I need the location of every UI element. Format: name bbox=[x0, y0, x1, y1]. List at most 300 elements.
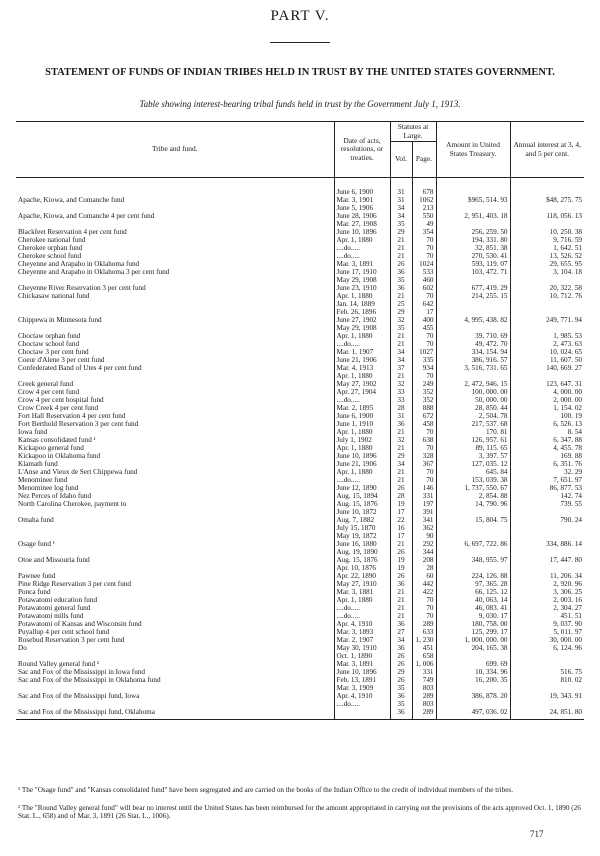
cell-date: Mar. 4, 1913 bbox=[334, 364, 390, 372]
cell-amount: 214, 255. 15 bbox=[436, 292, 510, 300]
table-row bbox=[16, 476, 584, 484]
cell-date: ....do..... bbox=[334, 396, 390, 404]
cell-date: Apr. 1, 1880 bbox=[334, 444, 390, 452]
table-row bbox=[16, 252, 584, 260]
cell-interest: 5, 011. 97 bbox=[510, 628, 584, 636]
cell-page: 1, 006 bbox=[412, 660, 436, 668]
cell-date: Mar. 3, 1893 bbox=[334, 628, 390, 636]
cell-name: Pine Ridge Reservation 3 per cent fund bbox=[18, 580, 131, 588]
cell-name: Puyallup 4 per cent school fund bbox=[18, 628, 110, 636]
cell-interest bbox=[510, 548, 584, 556]
table-row bbox=[16, 308, 584, 316]
cell-page: 803 bbox=[412, 684, 436, 692]
cell-amount: 46, 083. 41 bbox=[436, 604, 510, 612]
cell-page: 146 bbox=[412, 484, 436, 492]
cell-amount bbox=[436, 220, 510, 228]
cell-vol: 25 bbox=[390, 300, 412, 308]
cell-name: Crow 4 per cent fund bbox=[18, 388, 80, 396]
table-row bbox=[16, 676, 584, 684]
table-row bbox=[16, 596, 584, 604]
cell-vol: 21 bbox=[390, 540, 412, 548]
page-number: 717 bbox=[530, 829, 544, 839]
cell-interest bbox=[510, 564, 584, 572]
cell-interest: 142. 74 bbox=[510, 492, 584, 500]
cell-vol: 29 bbox=[390, 308, 412, 316]
table-row bbox=[16, 500, 584, 508]
cell-amount: 386, 878. 20 bbox=[436, 692, 510, 700]
cell-name: Cherokee orphan fund bbox=[18, 244, 83, 252]
cell-date: June 10, 1872 bbox=[334, 508, 390, 516]
cell-page: 749 bbox=[412, 676, 436, 684]
cell-name: Ponca fund bbox=[18, 588, 51, 596]
cell-name bbox=[16, 548, 334, 556]
table-row bbox=[16, 652, 584, 660]
cell-interest: 451. 51 bbox=[510, 612, 584, 620]
cell-vol: 35 bbox=[390, 684, 412, 692]
cell-amount: 194, 331. 80 bbox=[436, 236, 510, 244]
table-row bbox=[16, 268, 584, 276]
cell-interest: 739. 55 bbox=[510, 500, 584, 508]
table-row bbox=[16, 636, 584, 644]
cell-name bbox=[16, 532, 334, 540]
cell-amount: 1, 000, 000. 00 bbox=[436, 636, 510, 644]
cell-vol: 26 bbox=[390, 548, 412, 556]
cell-amount: 645. 84 bbox=[436, 468, 510, 476]
funds-table bbox=[16, 121, 584, 720]
cell-page: 289 bbox=[412, 692, 436, 700]
cell-interest: 4, 000. 00 bbox=[510, 388, 584, 396]
cell-interest: 249, 771. 94 bbox=[510, 316, 584, 324]
cell-interest: 17, 447. 80 bbox=[510, 556, 584, 564]
table-row bbox=[16, 396, 584, 404]
cell-page: 455 bbox=[412, 324, 436, 332]
cell-page: 70 bbox=[412, 332, 436, 340]
col-header-amount: Amount in United States Treasury. bbox=[436, 122, 510, 178]
cell-amount bbox=[436, 276, 510, 284]
cell-page: 642 bbox=[412, 300, 436, 308]
cell-date: ....do..... bbox=[334, 700, 390, 708]
cell-name bbox=[16, 204, 334, 212]
cell-name: Blackfeet Reservation 4 per cent fund bbox=[18, 228, 127, 236]
cell-interest: 9, 716. 59 bbox=[510, 236, 584, 244]
cell-date: Mar. 2, 1907 bbox=[334, 636, 390, 644]
cell-interest: 6, 526. 13 bbox=[510, 420, 584, 428]
table-row bbox=[16, 220, 584, 228]
cell-interest: 123, 647. 31 bbox=[510, 380, 584, 388]
table-row bbox=[16, 516, 584, 524]
table-row bbox=[16, 364, 584, 372]
cell-date: Mar. 27, 1908 bbox=[334, 220, 390, 228]
cell-vol: 33 bbox=[390, 396, 412, 404]
cell-interest: 86, 877. 53 bbox=[510, 484, 584, 492]
cell-interest: 7, 651. 97 bbox=[510, 476, 584, 484]
cell-page: 602 bbox=[412, 284, 436, 292]
cell-interest: 13, 526. 52 bbox=[510, 252, 584, 260]
cell-date: Apr. 4, 1910 bbox=[334, 620, 390, 628]
cell-date: ....do..... bbox=[334, 340, 390, 348]
cell-name: Kickapoo in Oklahoma fund bbox=[18, 452, 101, 460]
cell-name bbox=[16, 564, 334, 572]
cell-name bbox=[16, 276, 334, 284]
cell-vol: 34 bbox=[390, 460, 412, 468]
cell-vol: 22 bbox=[390, 516, 412, 524]
cell-date: July 1, 1902 bbox=[334, 436, 390, 444]
cell-name: Crow Creek 4 per cent fund bbox=[18, 404, 99, 412]
cell-name: Cherokee national fund bbox=[18, 236, 86, 244]
cell-date: Feb. 26, 1896 bbox=[334, 308, 390, 316]
cell-vol: 26 bbox=[390, 260, 412, 268]
cell-amount: 593, 119. 07 bbox=[436, 260, 510, 268]
footnote-1: ¹ The "Osage fund" and "Kansas consolidated fund" have been segregated and are carried on the books of the Indian Office to the credit of individual members of the tribes. bbox=[18, 786, 514, 794]
cell-page: 352 bbox=[412, 388, 436, 396]
cell-vol: 19 bbox=[390, 556, 412, 564]
cell-name: Potawatomi mills fund bbox=[18, 612, 84, 620]
cell-vol: 29 bbox=[390, 228, 412, 236]
cell-interest bbox=[510, 178, 584, 197]
cell-amount: 2, 472, 946. 15 bbox=[436, 380, 510, 388]
cell-amount: 2, 854. 88 bbox=[436, 492, 510, 500]
cell-interest: 2, 003. 16 bbox=[510, 596, 584, 604]
cell-date: June 10, 1896 bbox=[334, 668, 390, 676]
cell-amount: 66, 125. 12 bbox=[436, 588, 510, 596]
heading-rule bbox=[270, 42, 330, 43]
cell-date: Apr. 4, 1910 bbox=[334, 692, 390, 700]
cell-name: Rosebud Reservation 3 per cent fund bbox=[18, 636, 125, 644]
cell-name: Coeur d'Alene 3 per cent fund bbox=[18, 356, 105, 364]
table-row bbox=[16, 420, 584, 428]
table-row bbox=[16, 316, 584, 324]
cell-amount: 4, 995, 438. 82 bbox=[436, 316, 510, 324]
cell-vol: 21 bbox=[390, 604, 412, 612]
cell-date: Mar. 3, 1881 bbox=[334, 588, 390, 596]
cell-date: May 27, 1902 bbox=[334, 380, 390, 388]
cell-vol: 29 bbox=[390, 452, 412, 460]
cell-page: 400 bbox=[412, 316, 436, 324]
cell-date: June 1, 1910 bbox=[334, 420, 390, 428]
cell-date: Feb. 13, 1891 bbox=[334, 676, 390, 684]
cell-name: North Carolina Cherokee, payment to bbox=[18, 500, 127, 508]
cell-interest: 100. 19 bbox=[510, 412, 584, 420]
table-row bbox=[16, 356, 584, 364]
cell-interest: 2, 304. 27 bbox=[510, 604, 584, 612]
table-row bbox=[16, 532, 584, 540]
cell-interest: 32. 29 bbox=[510, 468, 584, 476]
cell-date: June 10, 1896 bbox=[334, 228, 390, 236]
table-row bbox=[16, 452, 584, 460]
cell-name: Pawnee fund bbox=[18, 572, 56, 580]
cell-vol: 32 bbox=[390, 380, 412, 388]
cell-interest bbox=[510, 532, 584, 540]
table-row bbox=[16, 628, 584, 636]
cell-date: Mar. 2, 1895 bbox=[334, 404, 390, 412]
cell-amount: 103, 472. 71 bbox=[436, 268, 510, 276]
cell-interest bbox=[510, 700, 584, 708]
cell-name: Otoe and Missouria fund bbox=[18, 556, 90, 564]
cell-vol: 19 bbox=[390, 500, 412, 508]
cell-name: Do bbox=[18, 644, 27, 652]
cell-page: 1027 bbox=[412, 348, 436, 356]
cell-amount bbox=[436, 300, 510, 308]
cell-name bbox=[16, 324, 334, 332]
cell-name: Menominee log fund bbox=[18, 484, 79, 492]
cell-page: 460 bbox=[412, 276, 436, 284]
table-row bbox=[16, 444, 584, 452]
cell-name bbox=[16, 372, 334, 380]
cell-name: Nez Perces of Idaho fund bbox=[18, 492, 92, 500]
cell-amount: 699. 69 bbox=[436, 660, 510, 668]
cell-vol: 21 bbox=[390, 468, 412, 476]
cell-page: 458 bbox=[412, 420, 436, 428]
cell-amount: 125, 299. 17 bbox=[436, 628, 510, 636]
table-row bbox=[16, 556, 584, 564]
cell-date: May 27, 1910 bbox=[334, 580, 390, 588]
cell-name bbox=[16, 308, 334, 316]
table-subtitle: Table showing interest-bearing tribal funds held in trust by the Government July 1, 1913. bbox=[139, 99, 461, 109]
cell-date: Aug. 19, 1890 bbox=[334, 548, 390, 556]
cell-name bbox=[16, 508, 334, 516]
cell-amount bbox=[436, 524, 510, 532]
table-row bbox=[16, 692, 584, 700]
cell-date: June 21, 1906 bbox=[334, 460, 390, 468]
cell-page: 70 bbox=[412, 604, 436, 612]
cell-amount: 100, 000. 00 bbox=[436, 388, 510, 396]
table-row bbox=[16, 508, 584, 516]
cell-amount: 677, 419. 29 bbox=[436, 284, 510, 292]
cell-amount: 386, 916. 57 bbox=[436, 356, 510, 364]
cell-date: Mar. 3, 1909 bbox=[334, 684, 390, 692]
col-header-date: Date of acts, resolutions, or treaties. bbox=[334, 122, 390, 178]
cell-page: 331 bbox=[412, 492, 436, 500]
cell-page: 328 bbox=[412, 452, 436, 460]
table-row bbox=[16, 540, 584, 548]
cell-name: Fort Berthold Reservation 3 per cent fund bbox=[18, 420, 139, 428]
cell-interest: 6, 124. 96 bbox=[510, 644, 584, 652]
cell-amount: 32, 851. 38 bbox=[436, 244, 510, 252]
cell-date: ....do..... bbox=[334, 604, 390, 612]
cell-date: June 10, 1896 bbox=[334, 452, 390, 460]
cell-page: 344 bbox=[412, 548, 436, 556]
cell-date: Mar. 1, 1907 bbox=[334, 348, 390, 356]
cell-interest: 118, 056. 13 bbox=[510, 212, 584, 220]
cell-interest: 10, 250. 38 bbox=[510, 228, 584, 236]
table-row bbox=[16, 212, 584, 220]
cell-amount: 9, 030. 17 bbox=[436, 612, 510, 620]
cell-vol: 28 bbox=[390, 404, 412, 412]
col-header-page: Page. bbox=[412, 142, 436, 178]
table-row bbox=[16, 204, 584, 212]
cell-amount: 28, 850. 44 bbox=[436, 404, 510, 412]
cell-page: 70 bbox=[412, 244, 436, 252]
cell-interest bbox=[510, 652, 584, 660]
cell-vol: 26 bbox=[390, 484, 412, 492]
cell-name: Sac and Fox of the Mississippi fund, Iowa bbox=[18, 692, 140, 700]
cell-date: Mar. 3, 1891 bbox=[334, 660, 390, 668]
cell-vol: 21 bbox=[390, 428, 412, 436]
cell-vol: 17 bbox=[390, 532, 412, 540]
cell-name bbox=[16, 178, 334, 197]
table-row bbox=[16, 588, 584, 596]
cell-interest bbox=[510, 508, 584, 516]
cell-interest bbox=[510, 204, 584, 212]
cell-amount bbox=[436, 684, 510, 692]
table-row bbox=[16, 492, 584, 500]
table-row bbox=[16, 332, 584, 340]
cell-page: 678 bbox=[412, 178, 436, 197]
cell-amount bbox=[436, 324, 510, 332]
cell-page: 70 bbox=[412, 340, 436, 348]
cell-vol: 31 bbox=[390, 196, 412, 204]
cell-vol: 35 bbox=[390, 276, 412, 284]
cell-page: 803 bbox=[412, 700, 436, 708]
cell-interest: 334, 886. 14 bbox=[510, 540, 584, 548]
cell-name: Cheyenne River Reservation 3 per cent fund bbox=[18, 284, 146, 292]
statement-title: STATEMENT OF FUNDS OF INDIAN TRIBES HELD IN TRUST BY THE UNITED STATES GOVERNMENT. bbox=[45, 67, 555, 78]
table-body bbox=[16, 178, 584, 720]
col-header-interest: Annual interest at 3, 4, and 5 per cent. bbox=[510, 122, 584, 178]
cell-page: 197 bbox=[412, 500, 436, 508]
table-row bbox=[16, 700, 584, 708]
cell-page: 888 bbox=[412, 404, 436, 412]
cell-page: 28 bbox=[412, 564, 436, 572]
cell-page: 335 bbox=[412, 356, 436, 364]
cell-name: Potawatomi education fund bbox=[18, 596, 98, 604]
cell-date: June 5, 1906 bbox=[334, 204, 390, 212]
cell-page: 633 bbox=[412, 628, 436, 636]
cell-date: Apr. 1, 1880 bbox=[334, 332, 390, 340]
cell-interest: 2, 920. 96 bbox=[510, 580, 584, 588]
cell-interest: 3, 104. 18 bbox=[510, 268, 584, 276]
cell-interest bbox=[510, 324, 584, 332]
cell-name: Potawatomi general fund bbox=[18, 604, 91, 612]
cell-interest: 140, 669. 27 bbox=[510, 364, 584, 372]
cell-page: 331 bbox=[412, 668, 436, 676]
cell-interest bbox=[510, 524, 584, 532]
cell-amount: 256, 259. 50 bbox=[436, 228, 510, 236]
cell-page: 17 bbox=[412, 308, 436, 316]
cell-vol: 34 bbox=[390, 212, 412, 220]
cell-name: Iowa fund bbox=[18, 428, 48, 436]
cell-vol: 27 bbox=[390, 628, 412, 636]
table-row bbox=[16, 604, 584, 612]
table-row bbox=[16, 196, 584, 204]
cell-interest: 810. 02 bbox=[510, 676, 584, 684]
cell-amount: 2, 951, 403. 18 bbox=[436, 212, 510, 220]
cell-date: Apr. 27, 1904 bbox=[334, 388, 390, 396]
cell-page: 90 bbox=[412, 532, 436, 540]
cell-page: 1, 230 bbox=[412, 636, 436, 644]
cell-page: 70 bbox=[412, 476, 436, 484]
cell-amount: 170. 81 bbox=[436, 428, 510, 436]
cell-name: Chippewa in Minnesota fund bbox=[18, 316, 102, 324]
cell-page: 451 bbox=[412, 644, 436, 652]
cell-vol: 36 bbox=[390, 420, 412, 428]
cell-name: Kansas consolidated fund ¹ bbox=[18, 436, 96, 444]
cell-page: 934 bbox=[412, 364, 436, 372]
cell-interest: 9, 037. 90 bbox=[510, 620, 584, 628]
cell-name: Cheyenne and Arapaho in Oklahoma 3 per cent fund bbox=[18, 268, 170, 276]
cell-name: Osage fund ¹ bbox=[18, 540, 55, 548]
table-row bbox=[16, 348, 584, 356]
cell-vol: 36 bbox=[390, 620, 412, 628]
cell-date: June 28, 1906 bbox=[334, 212, 390, 220]
cell-page: 422 bbox=[412, 588, 436, 596]
table-row bbox=[16, 340, 584, 348]
cell-amount: 3, 397. 57 bbox=[436, 452, 510, 460]
cell-interest: 790. 24 bbox=[510, 516, 584, 524]
cell-interest: 29, 655. 95 bbox=[510, 260, 584, 268]
cell-date: ....do..... bbox=[334, 252, 390, 260]
table-row bbox=[16, 404, 584, 412]
cell-vol: 26 bbox=[390, 676, 412, 684]
cell-interest: 2, 000. 00 bbox=[510, 396, 584, 404]
cell-amount: 3, 516, 731. 65 bbox=[436, 364, 510, 372]
cell-date: Apr. 1, 1880 bbox=[334, 236, 390, 244]
cell-name bbox=[16, 300, 334, 308]
cell-vol: 36 bbox=[390, 708, 412, 720]
cell-interest: 24, 851. 80 bbox=[510, 708, 584, 720]
cell-name: Sac and Fox of the Mississippi fund, Oklahoma bbox=[16, 708, 334, 720]
cell-interest: 1, 985. 53 bbox=[510, 332, 584, 340]
cell-name: Omaha fund bbox=[18, 516, 54, 524]
cell-page: 292 bbox=[412, 540, 436, 548]
cell-vol: 31 bbox=[390, 412, 412, 420]
cell-vol: 26 bbox=[390, 572, 412, 580]
cell-vol: 16 bbox=[390, 524, 412, 532]
cell-vol: 21 bbox=[390, 292, 412, 300]
cell-name: Round Valley general fund ² bbox=[18, 660, 100, 668]
cell-date: Apr. 1, 1880 bbox=[334, 372, 390, 380]
cell-date: Apr. 1, 1880 bbox=[334, 428, 390, 436]
cell-name: Choctaw school fund bbox=[18, 340, 80, 348]
cell-page: 70 bbox=[412, 372, 436, 380]
table-row bbox=[16, 228, 584, 236]
cell-page: 672 bbox=[412, 412, 436, 420]
cell-interest: 11, 607. 50 bbox=[510, 356, 584, 364]
cell-vol: 32 bbox=[390, 316, 412, 324]
cell-date: Mar. 3, 1901 bbox=[334, 196, 390, 204]
table-row bbox=[16, 572, 584, 580]
cell-page: 638 bbox=[412, 436, 436, 444]
cell-amount: 334, 154. 94 bbox=[436, 348, 510, 356]
cell-interest: 10, 024. 65 bbox=[510, 348, 584, 356]
cell-date: Mar. 3, 1891 bbox=[334, 260, 390, 268]
table-row bbox=[16, 324, 584, 332]
footnote-2: ² The "Round Valley general fund" will bear no interest until the United States has been reimbursed for the amount appropriated in carrying out the provisions of the acts approved Oct. 1, 1890 (26 Stat. L., 658) and of Mar. 3, 1891 (26 Stat. L., 1006). bbox=[18, 804, 581, 820]
cell-vol: 21 bbox=[390, 444, 412, 452]
cell-amount: 2, 504. 78 bbox=[436, 412, 510, 420]
cell-page: 213 bbox=[412, 204, 436, 212]
cell-name bbox=[16, 684, 334, 692]
cell-amount: 50, 000. 00 bbox=[436, 396, 510, 404]
cell-amount: 153, 039. 38 bbox=[436, 476, 510, 484]
cell-vol: 19 bbox=[390, 564, 412, 572]
table-row bbox=[16, 460, 584, 468]
cell-amount bbox=[436, 508, 510, 516]
cell-date: Oct. 1, 1890 bbox=[334, 652, 390, 660]
cell-amount: 40, 063. 14 bbox=[436, 596, 510, 604]
cell-vol: 33 bbox=[390, 388, 412, 396]
cell-name: Potawatomi of Kansas and Wisconsin fund bbox=[18, 620, 142, 628]
cell-date: Apr. 1, 1880 bbox=[334, 292, 390, 300]
table-row bbox=[16, 564, 584, 572]
cell-amount bbox=[436, 372, 510, 380]
cell-vol: 21 bbox=[390, 372, 412, 380]
cell-vol: 17 bbox=[390, 508, 412, 516]
cell-date: May 19, 1872 bbox=[334, 532, 390, 540]
table-row bbox=[16, 372, 584, 380]
cell-vol: 35 bbox=[390, 700, 412, 708]
cell-name bbox=[16, 220, 334, 228]
